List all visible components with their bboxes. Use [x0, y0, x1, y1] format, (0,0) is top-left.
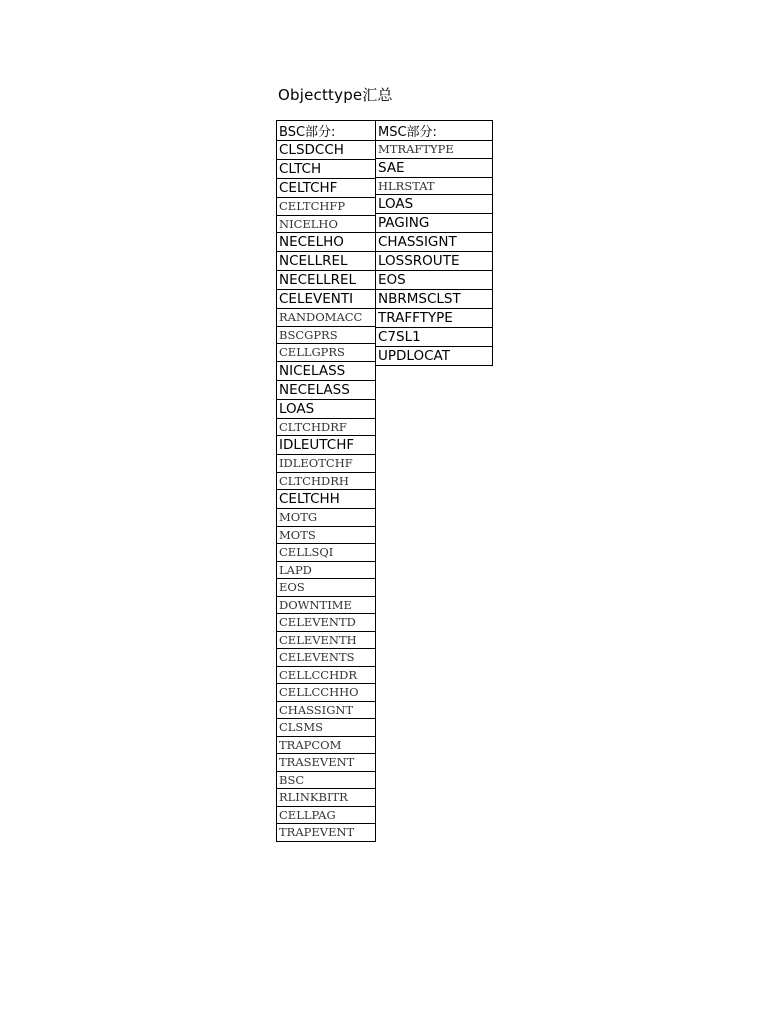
bsc-header: BSC部分: — [277, 121, 375, 141]
bsc-item: RLINKBITR — [277, 789, 375, 807]
bsc-item: BSC — [277, 772, 375, 790]
bsc-item: CLTCH — [277, 160, 375, 179]
msc-item: NBRMSCLST — [376, 290, 492, 309]
bsc-item: RANDOMACC — [277, 309, 375, 327]
bsc-item: CELTCHH — [277, 490, 375, 509]
bsc-item: IDLEUTCHF — [277, 436, 375, 455]
msc-item: SAE — [376, 159, 492, 178]
bsc-item: CELEVENTH — [277, 632, 375, 650]
bsc-item: CLSDCCH — [277, 141, 375, 160]
bsc-item: DOWNTIME — [277, 597, 375, 615]
bsc-item: EOS — [277, 579, 375, 597]
bsc-item: NICELASS — [277, 362, 375, 381]
msc-item: HLRSTAT — [376, 178, 492, 196]
msc-item: LOSSROUTE — [376, 252, 492, 271]
bsc-item: CELLCCHDR — [277, 667, 375, 685]
bsc-item: CLSMS — [277, 719, 375, 737]
bsc-item: MOTS — [277, 527, 375, 545]
msc-column — [376, 120, 493, 366]
bsc-item: TRAPCOM — [277, 737, 375, 755]
bsc-item: NECELLREL — [277, 271, 375, 290]
msc-item: PAGING — [376, 214, 492, 233]
bsc-item: CELLSQI — [277, 544, 375, 562]
bsc-item: TRASEVENT — [277, 754, 375, 772]
bsc-item: CELTCHF — [277, 179, 375, 198]
bsc-item: LAPD — [277, 562, 375, 580]
bsc-item: NCELLREL — [277, 252, 375, 271]
msc-item: UPDLOCAT — [376, 347, 492, 366]
msc-item: MTRAFTYPE — [376, 141, 492, 159]
bsc-item: CHASSIGNT — [277, 702, 375, 720]
page-title: Objecttype汇总 — [278, 86, 393, 104]
bsc-item: IDLEOTCHF — [277, 455, 375, 473]
msc-item: TRAFFTYPE — [376, 309, 492, 328]
bsc-item: CELEVENTI — [277, 290, 375, 309]
bsc-item: CELEVENTD — [277, 614, 375, 632]
bsc-item: CLTCHDRH — [277, 473, 375, 491]
bsc-item: MOTG — [277, 509, 375, 527]
msc-item: C7SL1 — [376, 328, 492, 347]
bsc-item: CELLPAG — [277, 807, 375, 825]
bsc-column — [276, 120, 376, 842]
bsc-item: NECELASS — [277, 381, 375, 400]
msc-header: MSC部分: — [376, 121, 492, 141]
bsc-item: CELLCCHHO — [277, 684, 375, 702]
msc-item: CHASSIGNT — [376, 233, 492, 252]
bsc-item: TRAPEVENT — [277, 824, 375, 842]
bsc-item: BSCGPRS — [277, 327, 375, 345]
bsc-item: NECELHO — [277, 233, 375, 252]
bsc-item: CELTCHFP — [277, 198, 375, 216]
bsc-item: NICELHO — [277, 216, 375, 234]
bsc-item: CELLGPRS — [277, 344, 375, 362]
bsc-item: LOAS — [277, 400, 375, 419]
bsc-item: CLTCHDRF — [277, 419, 375, 437]
msc-item: EOS — [376, 271, 492, 290]
msc-item: LOAS — [376, 195, 492, 214]
bsc-item: CELEVENTS — [277, 649, 375, 667]
